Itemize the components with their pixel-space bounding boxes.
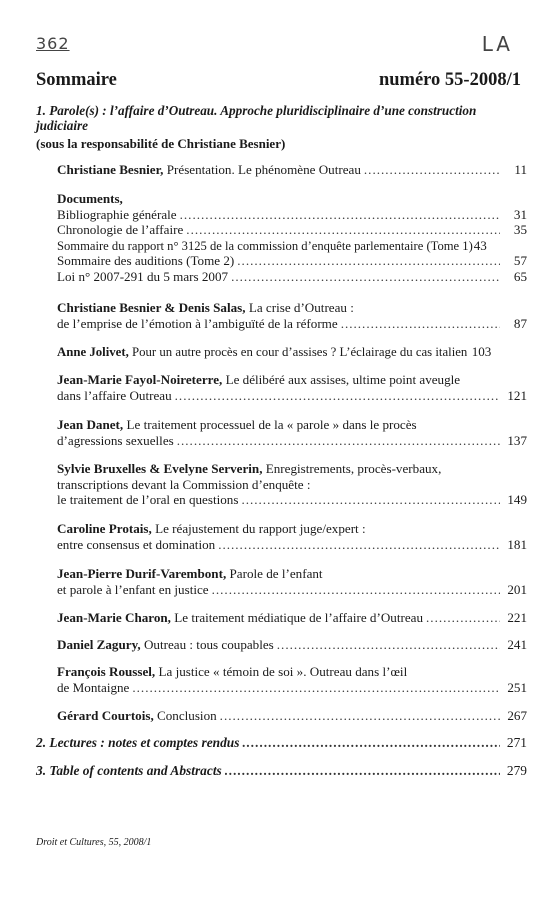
page-number: 31 <box>513 206 527 222</box>
entry-title: Bibliographie générale <box>57 206 177 222</box>
entry-title: de l’emprise de l’émotion à l’ambiguïté de la réforme <box>57 315 338 331</box>
section-abstracts <box>36 763 527 779</box>
entry-title: Parole de l’enfant <box>229 566 323 581</box>
entry-title: Enregistrements, procès-verbaux, <box>265 461 442 476</box>
toc-entry <box>57 664 527 695</box>
toc-entry <box>57 162 527 178</box>
entry-author: Jean-Pierre Durif-Varembont, <box>57 566 227 581</box>
toc-line <box>57 680 527 696</box>
dot-leader <box>242 735 500 751</box>
entry-author: François Roussel, <box>57 664 156 679</box>
toc-line <box>57 253 527 269</box>
page-number: 251 <box>507 679 527 695</box>
entry-author: Daniel Zagury, <box>57 637 141 652</box>
page-number: 11 <box>514 162 527 177</box>
toc-line <box>57 388 527 404</box>
dot-leader <box>341 316 500 332</box>
dot-leader <box>212 582 500 598</box>
toc-entry <box>57 191 527 284</box>
part1-subtitle: (sous la responsabilité de Christiane Besnier) <box>36 136 286 151</box>
page-number: 267 <box>507 708 527 723</box>
entry-title: Pour un autre procès en cour d’assises ? L’éclairage du cas italien <box>132 345 468 359</box>
dot-leader <box>426 610 500 626</box>
entry-title: Le traitement processuel de la « parole » dans le procès <box>126 417 417 432</box>
toc-line <box>57 222 527 238</box>
page-number: 35 <box>513 222 527 237</box>
dot-leader <box>132 680 500 696</box>
entry-title: entre consensus et domination <box>57 536 216 552</box>
entry-author: Anne Jolivet, <box>57 345 129 359</box>
page-number: 137 <box>507 432 527 448</box>
toc-entry <box>57 637 527 653</box>
entry-title: Conclusion <box>157 708 217 723</box>
dot-leader <box>177 433 500 449</box>
page-title: Sommaire <box>36 70 117 90</box>
toc-line <box>57 582 527 598</box>
toc-line <box>57 637 527 653</box>
toc-line <box>57 269 527 285</box>
dot-leader <box>225 763 500 779</box>
entry-author: Documents, <box>57 191 123 206</box>
toc-line <box>57 316 527 332</box>
handwritten-initials: LA <box>481 32 513 56</box>
page-header <box>36 70 521 91</box>
entry-title: Chronologie de l’affaire <box>57 222 184 237</box>
entry-title: Présentation. Le phénomène Outreau <box>166 162 361 177</box>
toc-entry <box>57 417 527 448</box>
dot-leader <box>231 269 500 285</box>
toc-entry <box>57 372 527 403</box>
entry-title: et parole à l’enfant en justice <box>57 581 209 597</box>
toc-line <box>57 537 527 553</box>
entry-title: d’agressions sexuelles <box>57 432 174 448</box>
entry-title: transcriptions devant la Commission d’enquête : <box>57 476 311 492</box>
entry-title: La justice « témoin de soi ». Outreau dans l’œil <box>158 664 408 679</box>
entry-author: Sylvie Bruxelles & Evelyne Serverin, <box>57 461 263 476</box>
page-footer: Droit et Cultures, 55, 2008/1 <box>36 837 152 848</box>
page-number: 201 <box>507 581 527 597</box>
entry-title: Loi n° 2007-291 du 5 mars 2007 <box>57 268 229 284</box>
page-number: 241 <box>507 637 527 652</box>
page-number: 43 <box>473 237 487 253</box>
toc-line <box>57 238 527 254</box>
page-number: 57 <box>513 253 527 268</box>
entry-title: La crise d’Outreau : <box>248 300 354 315</box>
toc-entry <box>57 708 527 724</box>
entry-author: Christiane Besnier, <box>57 162 164 177</box>
entry-author: Jean-Marie Charon, <box>57 610 171 625</box>
entry-author: Jean Danet, <box>57 417 124 432</box>
toc-entry <box>57 300 527 331</box>
page-number: 221 <box>507 610 527 625</box>
page-number: 121 <box>507 387 527 403</box>
entry-author: Jean-Marie Fayol-Noireterre, <box>57 372 223 387</box>
part1-title: 1. Parole(s) : l’affaire d’Outreau. Approche pluridisciplinaire d’une construction judiciaire <box>36 103 477 133</box>
entry-author: Caroline Protais, <box>57 521 152 536</box>
handwritten-page-number: 362 <box>36 34 70 53</box>
entry-title: Outreau : tous coupables <box>143 637 274 652</box>
issue-number: numéro 55-2008/1 <box>378 70 521 90</box>
entry-title: Le délibéré aux assises, ultime point aveugle <box>225 372 461 387</box>
dot-leader <box>277 637 500 653</box>
page-number: 103 <box>471 344 492 359</box>
toc-line <box>57 708 527 724</box>
toc-entry <box>57 521 527 552</box>
entry-title: Le traitement médiatique de l’affaire d’Outreau <box>174 610 424 625</box>
entry-title: de Montaigne <box>57 679 130 695</box>
entry-title: le traitement de l’oral en questions <box>57 492 239 507</box>
page-number: 149 <box>507 492 527 507</box>
dot-leader <box>241 492 500 508</box>
entry-author: Gérard Courtois, <box>57 708 154 723</box>
toc-line <box>57 610 527 626</box>
entry-title: Sommaire du rapport n° 3125 de la commission d’enquête parlementaire (Tome 1) <box>57 238 473 253</box>
dot-leader <box>186 222 500 238</box>
entry-author: Christiane Besnier & Denis Salas, <box>57 300 246 315</box>
toc-entry <box>57 344 527 360</box>
section-title: 3. Table of contents and Abstracts <box>36 763 222 778</box>
dot-leader <box>218 537 500 553</box>
page-number: 87 <box>513 315 527 331</box>
entry-title: Le réajustement du rapport juge/expert : <box>155 521 366 536</box>
toc-entry <box>57 461 527 508</box>
toc-line <box>57 162 527 178</box>
section-lectures <box>36 735 527 751</box>
toc-line <box>57 492 527 508</box>
dot-leader <box>364 162 500 178</box>
toc-entry <box>57 566 527 597</box>
dot-leader <box>180 207 500 223</box>
entry-title: dans l’affaire Outreau <box>57 387 172 403</box>
page-number: 181 <box>507 536 527 552</box>
dot-leader <box>220 708 500 724</box>
page-number: 65 <box>513 268 527 284</box>
entry-title: Sommaire des auditions (Tome 2) <box>57 253 235 268</box>
page-number: 279 <box>506 763 527 778</box>
page-number: 271 <box>506 735 527 750</box>
dot-leader <box>175 388 500 404</box>
section-title: 2. Lectures : notes et comptes rendus <box>36 735 240 750</box>
toc-line <box>57 207 527 223</box>
toc-line <box>57 433 527 449</box>
toc-line <box>57 344 527 360</box>
dot-leader <box>237 253 500 269</box>
toc-entry <box>57 610 527 626</box>
